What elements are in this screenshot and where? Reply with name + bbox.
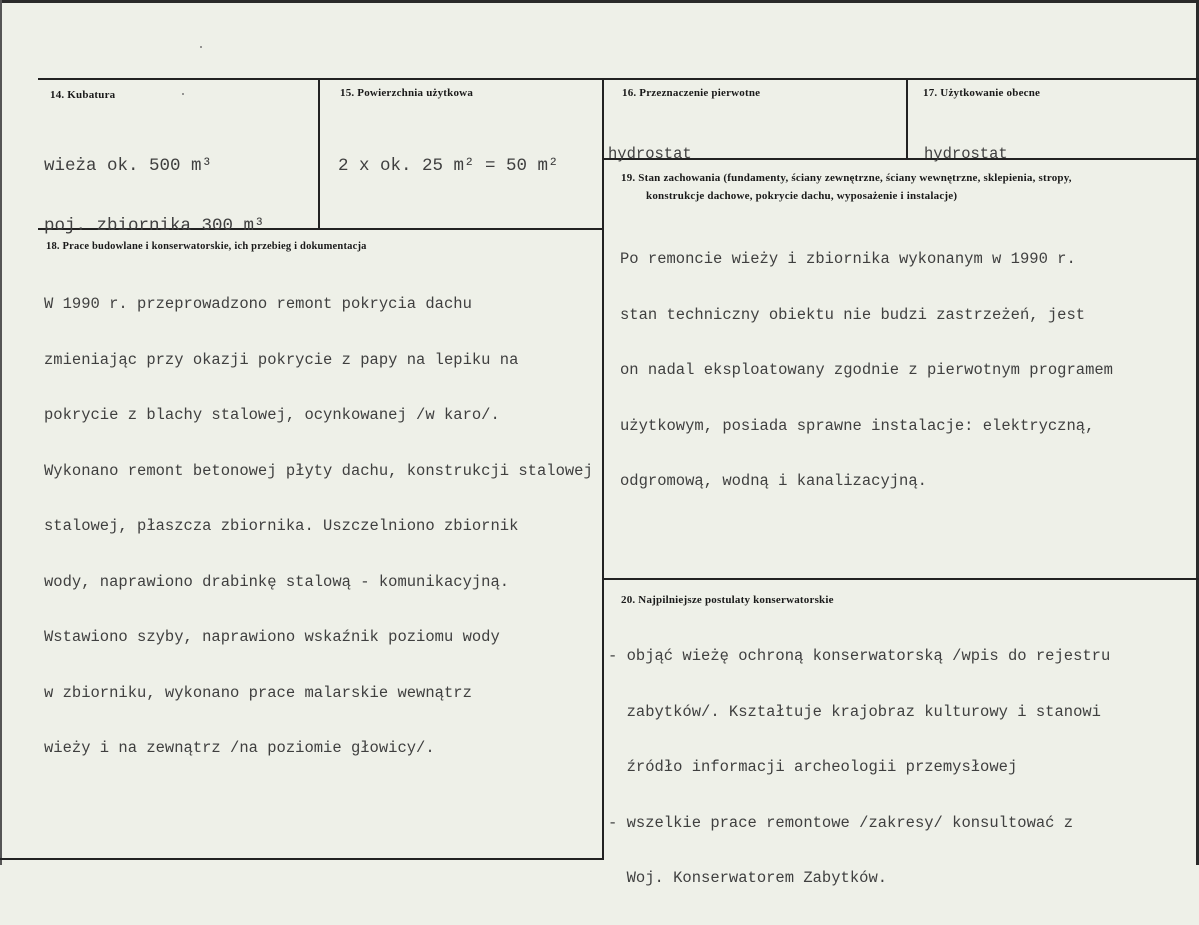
grid-divider-14-15 bbox=[318, 78, 320, 230]
field-18-line: W 1990 r. przeprowadzono remont pokrycia dachu bbox=[44, 295, 472, 313]
field-18-line: pokrycie z blachy stalowej, ocynkowanej /w karo/. bbox=[44, 406, 500, 424]
field-20-line: - objąć wieżę ochroną konserwatorską /wpis do rejestru bbox=[608, 647, 1111, 665]
field-17-label: 17. Użytkowanie obecne bbox=[923, 87, 1041, 99]
field-18-line: wody, naprawiono drabinkę stalową - komunikacyjną. bbox=[44, 572, 510, 591]
field-18-line: Wstawiono szyby, naprawiono wskaźnik poziomu wody bbox=[44, 628, 500, 646]
field-14-label: 14. Kubatura bbox=[50, 89, 116, 101]
field-16-line: hydrostat bbox=[608, 145, 692, 163]
card-left-edge bbox=[0, 0, 2, 865]
field-19-line: użytkowym, posiada sprawne instalacje: elektryczną, bbox=[620, 416, 1095, 435]
field-18-line: Wykonano remont betonowej płyty dachu, konstrukcji stalowej bbox=[44, 461, 593, 480]
paper-speck bbox=[200, 46, 202, 48]
field-18-value bbox=[44, 258, 593, 795]
grid-line-19-top bbox=[604, 158, 1199, 160]
field-19-line: odgromową, wodną i kanalizacyjną. bbox=[620, 472, 927, 490]
field-18-line: w zbiorniku, wykonano prace malarskie wewnątrz bbox=[44, 683, 472, 702]
field-15-value bbox=[338, 116, 559, 216]
field-18-line: wieży i na zewnątrz /na poziomie głowicy/. bbox=[44, 739, 435, 757]
field-15-label: 15. Powierzchnia użytkowa bbox=[340, 87, 474, 99]
grid-divider-16-17 bbox=[906, 78, 908, 160]
field-19-line: on nadal eksploatowany zgodnie z pierwotnym programem bbox=[620, 361, 1113, 379]
field-20-line: - wszelkie prace remontowe /zakresy/ konsultować z bbox=[608, 813, 1074, 832]
field-19-label bbox=[621, 169, 1072, 205]
field-19-label-line: konstrukcje dachowe, pokrycie dachu, wyposażenie i instalacje) bbox=[646, 190, 958, 202]
field-20-label: 20. Najpilniejsze postulaty konserwatorskie bbox=[621, 594, 834, 606]
field-15-line: 2 x ok. 25 m² = 50 m² bbox=[338, 156, 559, 176]
field-19-line: stan techniczny obiektu nie budzi zastrzeżeń, jest bbox=[620, 305, 1086, 324]
card-top-edge bbox=[0, 0, 1199, 3]
field-14-line: poj. zbiornika 300 m³ bbox=[44, 216, 265, 236]
grid-line-bottom bbox=[0, 858, 604, 860]
field-18-line: stalowej, płaszcza zbiornika. Uszczelniono zbiornik bbox=[44, 517, 519, 535]
field-19-value bbox=[620, 213, 1113, 528]
field-18-label: 18. Prace budowlane i konserwatorskie, ich przebieg i dokumentacja bbox=[46, 241, 367, 252]
field-20-line: Woj. Konserwatorem Zabytków. bbox=[608, 869, 888, 887]
paper-speck bbox=[182, 93, 184, 95]
field-14-line: wieża ok. 500 m³ bbox=[44, 156, 213, 176]
field-19-label-line: 19. Stan zachowania (fundamenty, ściany zewnętrzne, ściany wewnętrzne, sklepienia, stropy, bbox=[621, 172, 1072, 184]
field-19-line: Po remoncie wieży i zbiornika wykonanym w 1990 r. bbox=[620, 250, 1076, 268]
field-16-label: 16. Przeznaczenie pierwotne bbox=[622, 87, 761, 99]
grid-line-top bbox=[38, 78, 1199, 80]
field-18-line: zmieniając przy okazji pokrycie z papy na lepiku na bbox=[44, 350, 519, 369]
grid-line-20-top bbox=[604, 578, 1199, 580]
field-20-line: zabytków/. Kształtuje krajobraz kulturowy i stanowi bbox=[608, 702, 1101, 721]
field-20-value bbox=[608, 610, 1110, 925]
field-20-line: źródło informacji archeologii przemysłowej bbox=[608, 758, 1018, 776]
grid-divider-center bbox=[602, 78, 604, 860]
field-17-line: hydrostat bbox=[924, 145, 1008, 163]
